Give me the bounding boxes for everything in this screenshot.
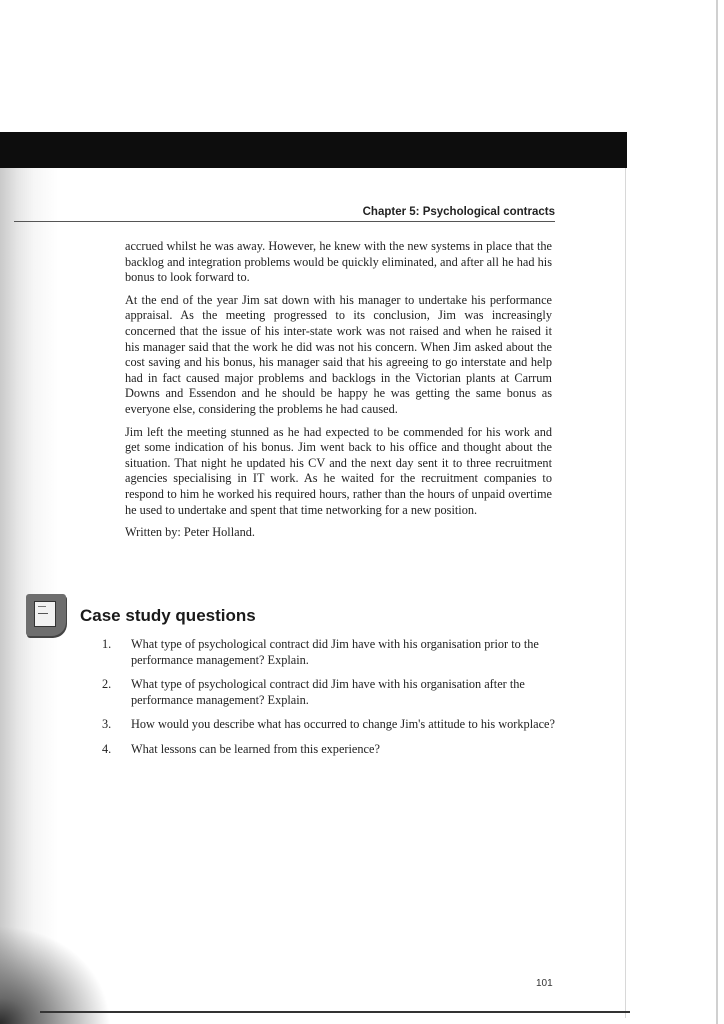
body-text: [125, 239, 552, 548]
running-header: [14, 206, 555, 222]
binding-shadow-corner: [0, 900, 140, 1024]
paragraph: At the end of the year Jim sat down with his manager to undertake his performance appraisal. As the meeting progressed to its conclusion, Jim was increasingly concerned that the issue of his inter-state work was not raised and when he raised it his manager said that the work he did was not his concern. When Jim asked about the cost saving and his bonus, his manager said that his agreeing to go interstate and help had in fact caused major problems and backlogs in the Victorian plants at Carrum Downs and Essendon and he should be happy he was getting the same bonus as everyone else, considering the problems he had caused.: [125, 292, 552, 416]
question-text: What type of psychological contract did Jim have with his organisation after the performance management? Explain.: [131, 677, 525, 707]
paragraph: accrued whilst he was away. However, he knew with the new systems in place that the backlog and integration problems would be quickly eliminated, and after all he had his bonus to look forward to.: [125, 239, 552, 285]
question-text: What type of psychological contract did Jim have with his organisation prior to the performance management? Explain.: [131, 637, 539, 667]
question-text: What lessons can be learned from this experience?: [131, 741, 380, 756]
question-text: How would you describe what has occurred to change Jim's attitude to his workplace?: [131, 717, 555, 732]
question-number: 1.: [102, 637, 112, 651]
page-number: 101: [536, 978, 553, 989]
question-number: 2.: [102, 677, 112, 692]
author-line: Written by: Peter Holland.: [125, 525, 255, 540]
page-edge-line: [625, 168, 626, 1018]
scan-edge-line: [716, 0, 718, 1024]
question-number: 4.: [102, 741, 112, 756]
bottom-edge-line: [40, 1011, 630, 1013]
question-list: [102, 637, 557, 767]
list-item: [102, 742, 557, 758]
list-item: [102, 717, 557, 733]
scan-shadow-band: [0, 132, 627, 168]
case-study-document-icon: [26, 594, 66, 636]
document-sheet-icon: [34, 601, 56, 627]
paragraph: Jim left the meeting stunned as he had expected to be commended for his work and get some indication of his bonus. Jim went back to his office and thought about the situation. That night he updated his CV and the next day sent it to three recruitment agencies specialising in IT work. As he waited for the recruitment companies to respond to him he worked his required hours, rather than the hours of unpaid overtime he used to undertake and spent that time networking for a new position.: [125, 424, 552, 517]
chapter-title: Chapter 5: Psychological contracts: [362, 206, 555, 218]
section-heading: Case study questions: [80, 606, 256, 625]
question-number: 3.: [102, 717, 112, 732]
list-item: [102, 677, 557, 708]
list-item: [102, 637, 557, 668]
